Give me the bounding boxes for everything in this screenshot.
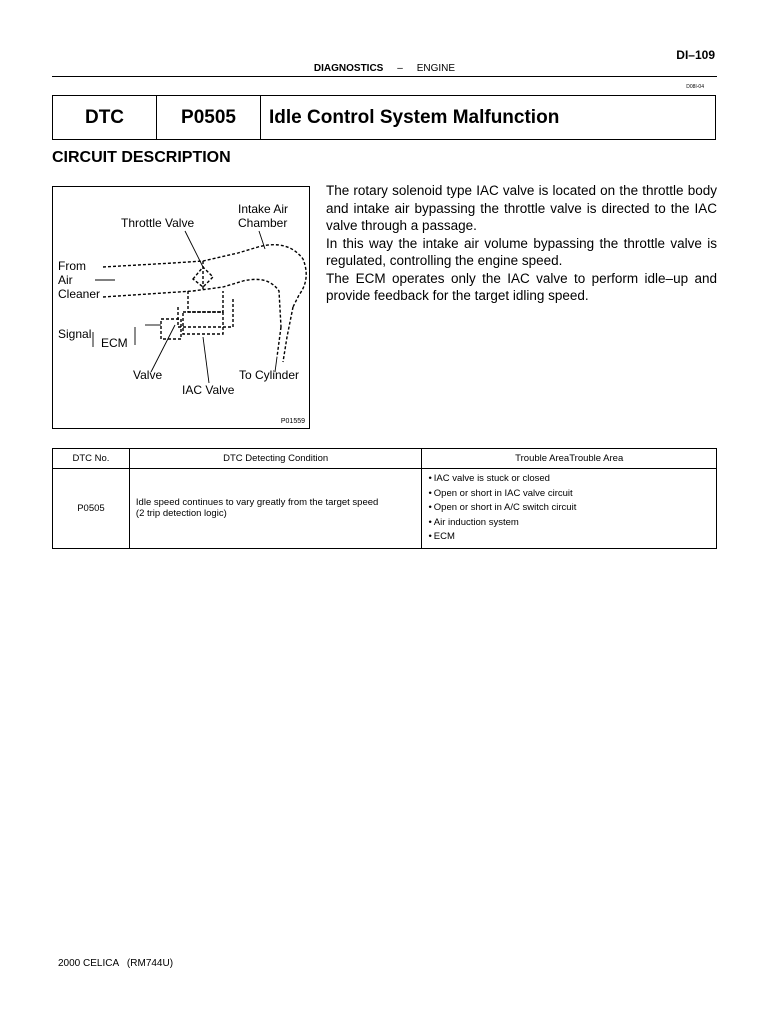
header-trouble-area: Trouble AreaTrouble Area [422,449,717,469]
header-dtc-no: DTC No. [53,449,130,469]
label-ecm: ECM [101,336,128,350]
header-separator: – [397,63,403,74]
dtc-code: P0505 [157,96,261,139]
table-row [53,469,717,549]
list-item: • IAC valve is stuck or closed [428,472,710,487]
list-item: • ECM [428,530,710,545]
cell-detecting-condition [129,469,422,549]
label-iac-valve: IAC Valve [182,383,235,397]
cell-trouble-area [422,469,717,549]
list-item: • Open or short in IAC valve circuit [428,487,710,502]
label-intake-air-chamber-text: Intake Air Chamber [238,202,289,230]
table-header-row [53,449,717,469]
footer-text: 2000 CELICA (RM744U) [58,958,174,969]
condition-line-2: (2 trip detection logic) [135,508,227,520]
circuit-description-text [326,182,717,305]
page-number: DI–109 [676,48,715,62]
label-to-cylinder: To Cylinder [239,368,300,382]
running-head [52,63,717,74]
cell-dtc-no: P0505 [53,469,130,549]
header-detecting-condition: DTC Detecting Condition [129,449,422,469]
subsection-name: ENGINE [416,63,456,74]
header-rule [52,76,717,77]
figure-code: P01559 [280,418,305,425]
label-throttle-valve: Throttle Valve [121,216,195,230]
description-paragraph-2: In this way the intake air volume bypassing the throttle valve is regulated, controlling the engine speed. [326,235,717,268]
label-from-air-cleaner: From Air Cleaner [58,259,101,301]
condition-line-1: Idle speed continues to vary greatly from the target speed [135,497,379,509]
list-item: • Open or short in A/C switch circuit [428,501,710,516]
dtc-label: DTC [53,96,157,139]
list-item: • Air induction system [428,516,710,531]
description-paragraph-1: The rotary solenoid type IAC valve is located on the throttle body and intake air bypassing the throttle valve is directed to the IAC valve through a passage. [326,183,717,233]
label-signal: Signal [58,327,92,341]
trouble-area-list [428,472,710,545]
circuit-diagram [52,186,310,429]
document-code: D08I-04 [686,84,704,90]
description-paragraph-3: The ECM operates only the IAC valve to perform idle–up and provide feedback for the target idling speed. [326,270,717,303]
dtc-table [52,448,717,549]
dtc-title: Idle Control System Malfunction [269,106,560,128]
section-name: DIAGNOSTICS [313,63,384,74]
section-title: CIRCUIT DESCRIPTION [52,149,231,166]
label-valve: Valve [133,368,163,382]
dtc-title-box [52,95,716,140]
label-intake-air-chamber [238,202,288,230]
